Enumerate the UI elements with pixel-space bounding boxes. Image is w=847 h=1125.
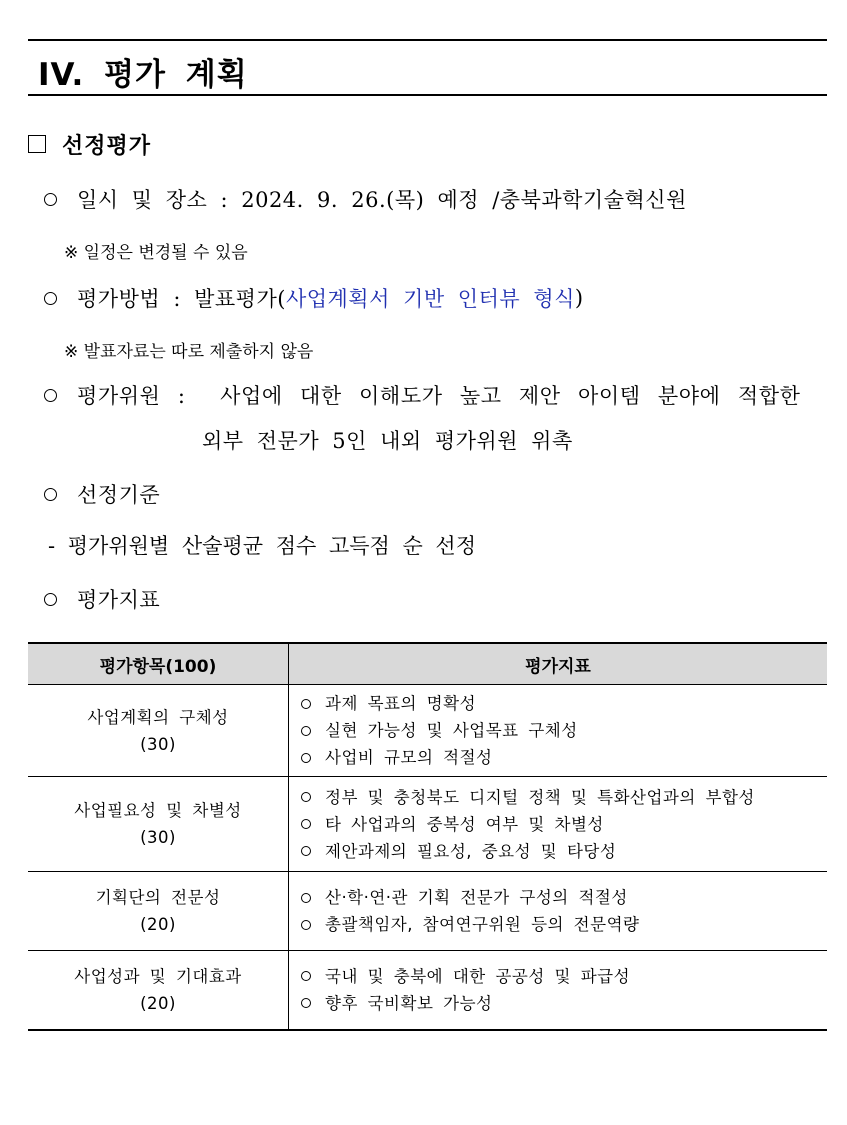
category-score: (30) xyxy=(140,734,176,754)
schedule-line xyxy=(44,184,687,214)
category-cell xyxy=(28,777,289,872)
indicator-item xyxy=(301,690,827,717)
circle-bullet-icon xyxy=(44,488,57,501)
method-label: 평가방법 : xyxy=(77,287,181,311)
circle-bullet-icon xyxy=(44,389,57,402)
category-score: (30) xyxy=(140,828,176,847)
indicator-text: 정부 및 충청북도 디지털 정책 및 특화산업과의 부합성 xyxy=(325,787,755,807)
evaluation-table xyxy=(28,642,827,1031)
circle-bullet-icon xyxy=(44,193,57,206)
table-row xyxy=(28,777,827,872)
page-title: IV. 평가 계획 xyxy=(38,57,248,93)
table-row xyxy=(28,951,827,1030)
committee-line2 xyxy=(202,425,573,455)
schedule-label: 일시 및 장소 : xyxy=(77,188,229,212)
header-category: 평가항목(100) xyxy=(28,643,289,685)
circle-bullet-icon xyxy=(301,699,311,709)
method-value-close: ) xyxy=(574,286,584,310)
header-indicators: 평가지표 xyxy=(289,643,828,685)
category-cell xyxy=(28,951,289,1030)
indicator-text: 실현 가능성 및 사업목표 구체성 xyxy=(325,721,578,740)
indicator-text: 총괄책임자, 참여연구위원 등의 전문역량 xyxy=(325,915,640,934)
indicator-text: 사업비 규모의 적절성 xyxy=(325,748,493,767)
indicator-text: 과제 목표의 명확성 xyxy=(325,694,477,713)
category-score: (20) xyxy=(140,915,176,934)
section-label: 선정평가 xyxy=(62,132,152,159)
category-name: 사업필요성 및 차별성 xyxy=(74,801,242,820)
criteria-line xyxy=(44,479,160,509)
category-cell xyxy=(28,872,289,951)
circle-bullet-icon xyxy=(301,753,311,763)
circle-bullet-icon xyxy=(301,971,311,981)
circle-bullet-icon xyxy=(301,792,311,802)
method-note: ※ 발표자료는 따로 제출하지 않음 xyxy=(64,342,314,362)
title-bar xyxy=(28,39,827,96)
indicator-text: 국내 및 충북에 대한 공공성 및 파급성 xyxy=(325,966,631,986)
indicator-item xyxy=(301,990,827,1017)
indicator-item xyxy=(301,717,827,744)
method-value: 발표평가( xyxy=(194,287,286,311)
checkbox-square-icon xyxy=(28,135,46,153)
section-heading xyxy=(28,128,151,160)
indicator-cell xyxy=(289,777,828,872)
committee-label: 평가위원 : xyxy=(77,384,186,408)
indicator-text: 산·학·연·관 기획 전문가 구성의 적절성 xyxy=(325,888,628,907)
circle-bullet-icon xyxy=(301,819,311,829)
category-name: 사업계획의 구체성 xyxy=(87,707,229,727)
category-score: (20) xyxy=(140,993,176,1013)
method-value-highlight: 사업계획서 기반 인터뷰 형식 xyxy=(285,287,575,311)
schedule-note: ※ 일정은 변경될 수 있음 xyxy=(64,243,248,263)
indicator-cell xyxy=(289,951,828,1030)
table-row xyxy=(28,872,827,951)
schedule-value: 2024. 9. 26.(목) 예정 /충북과학기술혁신원 xyxy=(241,188,687,212)
indicator-item xyxy=(301,884,827,911)
committee-text-line1: 사업에 대한 이해도가 높고 제안 아이템 분야에 적합한 xyxy=(220,384,801,408)
method-line xyxy=(44,283,584,313)
indicator-text: 제안과제의 필요성, 중요성 및 타당성 xyxy=(325,841,617,861)
indicator-item xyxy=(301,744,827,771)
circle-bullet-icon xyxy=(44,292,57,305)
criteria-label: 선정기준 xyxy=(77,483,161,507)
indicator-text: 향후 국비확보 가능성 xyxy=(325,993,493,1013)
indicator-text: 타 사업과의 중복성 여부 및 차별성 xyxy=(325,814,604,834)
circle-bullet-icon xyxy=(301,998,311,1008)
category-name: 기획단의 전문성 xyxy=(95,888,221,907)
indicators-line xyxy=(44,584,160,614)
indicator-item xyxy=(301,838,827,865)
indicator-item xyxy=(301,911,827,938)
circle-bullet-icon xyxy=(301,846,311,856)
table-row xyxy=(28,685,827,777)
circle-bullet-icon xyxy=(301,893,311,903)
category-cell xyxy=(28,685,289,777)
circle-bullet-icon xyxy=(301,920,311,930)
criteria-item: - 평가위원별 산술평균 점수 고득점 순 선정 xyxy=(48,534,477,558)
indicator-cell xyxy=(289,872,828,951)
circle-bullet-icon xyxy=(44,593,57,606)
committee-line xyxy=(44,380,800,410)
circle-bullet-icon xyxy=(301,726,311,736)
indicator-item xyxy=(301,784,827,811)
indicator-item xyxy=(301,811,827,838)
indicator-item xyxy=(301,963,827,990)
committee-text-line2: 외부 전문가 5인 내외 평가위원 위촉 xyxy=(202,429,573,453)
indicator-cell xyxy=(289,685,828,777)
indicators-label: 평가지표 xyxy=(77,588,161,612)
table-header-row xyxy=(28,643,827,685)
category-name: 사업성과 및 기대효과 xyxy=(74,966,242,986)
